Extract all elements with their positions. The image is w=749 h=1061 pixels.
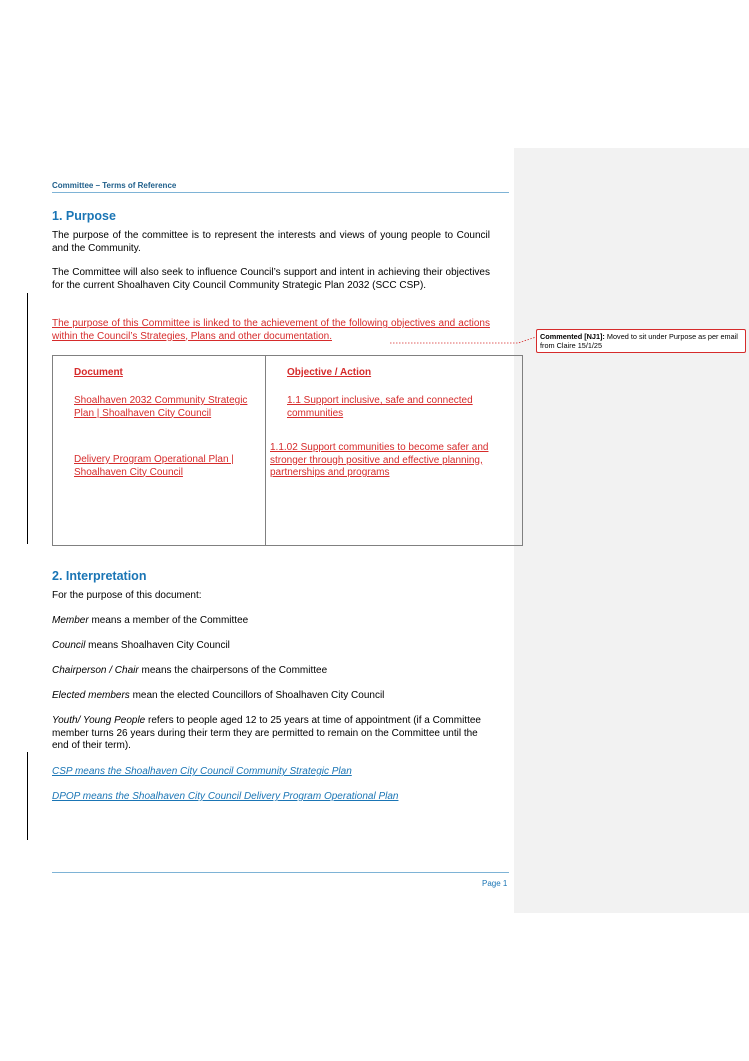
page-number: Page 1 <box>482 879 508 888</box>
comment-text: Moved to sit under Purpose as per email from Claire 15/1/25 <box>540 332 738 350</box>
interpretation-intro: For the purpose of this document: <box>52 590 202 601</box>
section-heading-purpose: 1. Purpose <box>52 209 116 223</box>
comment-balloon[interactable] <box>536 329 746 353</box>
change-bar <box>27 293 28 544</box>
definition-text: means a member of the Committee <box>88 615 249 626</box>
definition-youth <box>52 715 490 753</box>
definition-chair <box>52 665 327 678</box>
purpose-paragraph-1: The purpose of the committee is to represent the interests and views of young people to Council and the Community. <box>52 230 490 254</box>
definition-text: refers to people aged 12 to 25 years at time of appointment (if a Committee member turns 26 years during their term they are permitted to remain on the Committee until the end of their term). <box>52 715 481 751</box>
definition-term: Elected members <box>52 690 130 701</box>
table-cell-document-1: Shoalhaven 2032 Community Strategic Plan | Shoalhaven City Council <box>74 395 248 419</box>
definition-text: means Shoalhaven City Council <box>85 640 230 651</box>
dpop-definition-link[interactable]: DPOP means the Shoalhaven City Council Delivery Program Operational Plan <box>52 791 399 802</box>
definition-term: Council <box>52 640 86 651</box>
definition-elected-members <box>52 690 384 703</box>
change-bar <box>27 752 28 840</box>
definition-term: Member <box>52 615 89 626</box>
comment-pane <box>514 148 749 913</box>
table-cell-objective-2: 1.1.02 Support communities to become safer and stronger through positive and effective planning, partnerships and programs <box>270 442 489 478</box>
document-header: Committee – Terms of Reference <box>52 181 177 190</box>
objectives-table <box>52 355 523 546</box>
definition-text: means the chairpersons of the Committee <box>138 665 328 676</box>
csp-definition-link[interactable]: CSP means the Shoalhaven City Council Community Strategic Plan <box>52 766 352 777</box>
definition-term: Youth/ Young People <box>52 715 146 726</box>
definition-term: Chairperson / Chair <box>52 665 139 676</box>
table-header-document: Document <box>74 367 123 378</box>
table-header-objective: Objective / Action <box>287 367 372 378</box>
comment-label: Commented [NJ1]: <box>540 332 605 341</box>
comment-connector <box>390 334 538 346</box>
section-heading-interpretation: 2. Interpretation <box>52 569 147 583</box>
header-rule <box>52 192 509 193</box>
definition-member <box>52 615 248 628</box>
table-cell-objective-1: 1.1 Support inclusive, safe and connected communities <box>287 395 473 419</box>
definition-text: mean the elected Councillors of Shoalhaven City Council <box>129 690 385 701</box>
purpose-paragraph-2: The Committee will also seek to influence Council’s support and intent in achieving their objectives for the current Shoalhaven City Council Community Strategic Plan 2032 (SCC CSP). <box>52 267 490 291</box>
table-cell-document-2: Delivery Program Operational Plan | Shoalhaven City Council <box>74 454 234 478</box>
purpose-paragraph-3: The purpose of this Committee is linked to the achievement of the following objectives and actions within the Council’s Strategies, Plans and other documentation. <box>52 318 490 342</box>
footer-rule <box>52 872 509 873</box>
definition-council <box>52 640 230 653</box>
